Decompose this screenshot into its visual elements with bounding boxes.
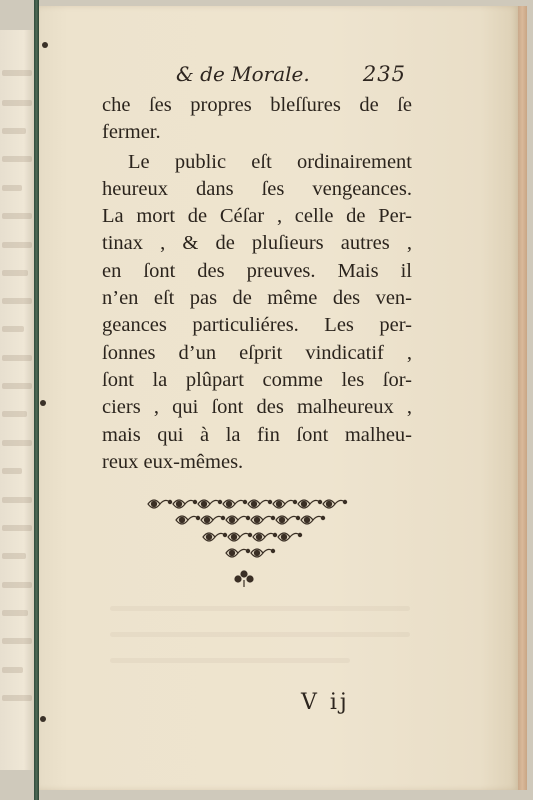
binding-hole-icon [40, 716, 46, 722]
text-line: ſonnes d’un eſprit vindicatif , [102, 341, 412, 364]
binding-hole-icon [40, 400, 46, 406]
text-line: ſont la plûpart comme les ſor- [102, 368, 412, 391]
text-line: n’en eſt pas de même des ven- [102, 287, 412, 310]
facing-page-fragment [0, 30, 34, 770]
page-edge [518, 6, 527, 790]
text-line: geances particuliéres. Les per- [102, 314, 412, 337]
text-line: tinax , & de pluſieurs autres , [102, 232, 412, 255]
tailpiece-fleuron-icon [146, 496, 352, 588]
text-line: mais qui à la fin ſont malheu- [102, 423, 412, 446]
running-head [176, 62, 406, 92]
text-line: en ſont des preuves. Mais il [102, 259, 412, 282]
binding-hole-icon [42, 42, 48, 48]
text-line: Le public eſt ordinairement [128, 150, 412, 173]
page-number: 235 [362, 62, 406, 86]
text-line: La mort de Céſar , celle de Per- [102, 205, 412, 228]
running-title: & de Morale. [176, 62, 310, 86]
text-line: fermer. [102, 121, 161, 144]
text-line: reux eux-mêmes. [102, 450, 244, 473]
text-line: heureux dans ſes vengeances. [102, 177, 412, 200]
text-line: che ſes propres bleſſures de ſe [102, 94, 412, 116]
signature-mark: V ij [301, 690, 350, 715]
text-line: ciers , qui ſont des malheureux , [102, 396, 412, 419]
body-text [102, 92, 412, 476]
